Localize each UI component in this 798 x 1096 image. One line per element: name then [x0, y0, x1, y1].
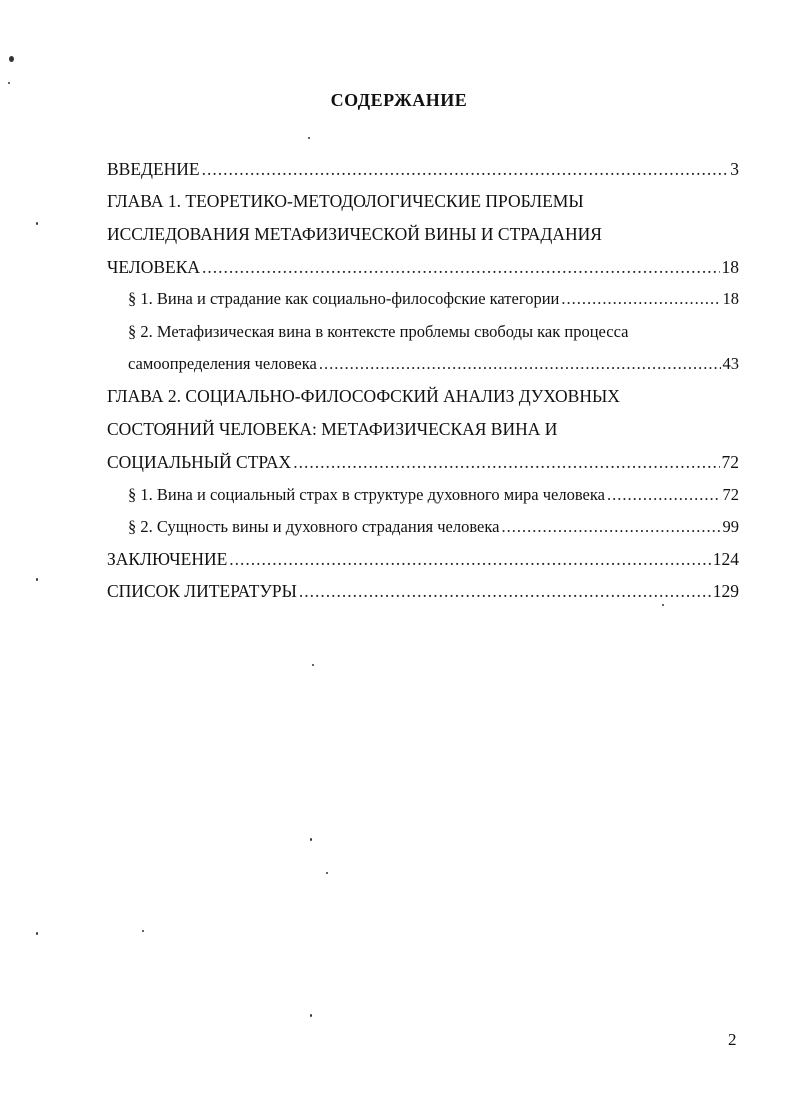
toc-entry-title: § 1. Вина и страдание как социально-философские категории — [128, 289, 560, 308]
leader-dots — [299, 580, 711, 602]
toc-chapter1-line2[interactable]: ИССЛЕДОВАНИЯ МЕТАФИЗИЧЕСКОЙ ВИНЫ И СТРАДАНИЯ — [107, 224, 602, 244]
scan-speck — [9, 56, 14, 62]
leader-dots — [202, 158, 729, 180]
toc-page-number: 72 — [722, 485, 739, 504]
toc-entry-title: ЗАКЛЮЧЕНИЕ — [107, 549, 228, 569]
toc-page-number: 18 — [721, 257, 739, 277]
toc-page-number: 18 — [722, 289, 739, 308]
toc-page-number: 124 — [712, 549, 739, 569]
page-title: СОДЕРЖАНИЕ — [330, 90, 468, 110]
toc-entry-literature[interactable] — [107, 580, 739, 602]
scan-speck — [8, 82, 10, 84]
scan-speck — [36, 222, 38, 225]
toc-entry-title: СПИСОК ЛИТЕРАТУРЫ — [107, 581, 297, 601]
toc-entry-title: § 1. Вина и социальный страх в структуре духовного мира человека — [128, 485, 605, 504]
scan-speck — [310, 838, 312, 841]
scan-speck — [308, 137, 310, 139]
toc-entry-chapter1-section1[interactable] — [128, 288, 739, 310]
scan-speck — [312, 664, 314, 666]
leader-dots — [561, 288, 720, 310]
toc-entry-chapter2-section1[interactable] — [128, 484, 739, 506]
toc-page-number: 3 — [730, 159, 739, 179]
leader-dots — [293, 451, 719, 473]
scan-speck — [310, 1014, 312, 1017]
page-number: 2 — [728, 1030, 737, 1049]
leader-dots — [202, 256, 719, 278]
scan-speck — [36, 578, 38, 581]
toc-entry-title: самоопределения человека — [128, 354, 317, 373]
toc-chapter1-line1[interactable]: ГЛАВА 1. ТЕОРЕТИКО-МЕТОДОЛОГИЧЕСКИЕ ПРОБЛЕМЫ — [107, 191, 584, 211]
leader-dots — [607, 484, 721, 506]
toc-entry-title: ЧЕЛОВЕКА — [107, 257, 201, 277]
toc-entry-title: ВВЕДЕНИЕ — [107, 159, 200, 179]
scan-speck — [326, 872, 328, 874]
toc-entry-chapter2-section2[interactable] — [128, 516, 739, 538]
leader-dots — [501, 516, 720, 538]
toc-entry-chapter1-section2[interactable] — [128, 353, 739, 375]
toc-entry-chapter1[interactable] — [107, 256, 739, 278]
toc-entry-conclusion[interactable] — [107, 548, 739, 570]
toc-entry-chapter2[interactable] — [107, 451, 739, 473]
toc-page-number: 129 — [712, 581, 739, 601]
scan-speck — [662, 604, 664, 606]
leader-dots — [319, 353, 721, 375]
scan-speck — [36, 932, 38, 935]
toc-entry-title: § 2. Сущность вины и духовного страдания человека — [128, 517, 500, 536]
toc-page-number: 99 — [722, 517, 739, 536]
leader-dots — [229, 548, 710, 570]
toc-page-number: 72 — [721, 452, 739, 472]
scan-speck — [142, 930, 144, 932]
toc-entry-title: СОЦИАЛЬНЫЙ СТРАХ — [107, 452, 292, 472]
toc-chapter2-line2[interactable]: СОСТОЯНИЙ ЧЕЛОВЕКА: МЕТАФИЗИЧЕСКАЯ ВИНА И — [107, 419, 558, 439]
toc-chapter2-line1[interactable]: ГЛАВА 2. СОЦИАЛЬНО-ФИЛОСОФСКИЙ АНАЛИЗ ДУХОВНЫХ — [107, 386, 620, 406]
toc-entry-intro[interactable] — [107, 158, 739, 180]
toc-page-number: 43 — [722, 354, 739, 373]
toc-chapter1-section2-line1[interactable]: § 2. Метафизическая вина в контексте проблемы свободы как процесса — [128, 322, 629, 341]
